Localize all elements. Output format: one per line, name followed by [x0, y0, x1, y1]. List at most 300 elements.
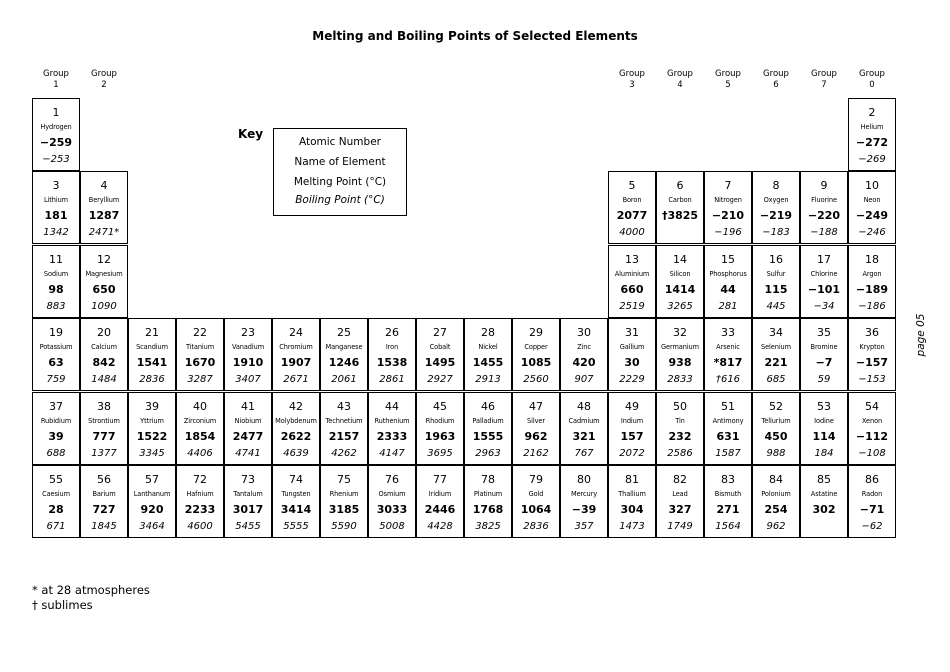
- atomic-number: 7: [724, 179, 732, 192]
- boiling-point: 2519: [619, 301, 645, 312]
- element-cell: [560, 465, 608, 538]
- group-label: Group: [43, 69, 69, 79]
- boiling-point: 2586: [667, 448, 693, 459]
- atomic-number: 78: [481, 473, 495, 486]
- element-cell: [800, 465, 848, 538]
- element-name: Zirconium: [183, 417, 217, 425]
- element-name: Vanadium: [231, 343, 265, 351]
- melting-point: 3017: [232, 503, 264, 516]
- boiling-point: 59: [817, 374, 831, 385]
- element-cell: [368, 465, 416, 538]
- atomic-number: 28: [481, 326, 495, 339]
- element-name: Hafnium: [186, 490, 214, 498]
- element-cell: [656, 465, 704, 538]
- element-name: Cadmium: [568, 417, 600, 425]
- element-name: Thallium: [618, 490, 646, 498]
- boiling-point: 1342: [43, 227, 69, 238]
- boiling-point: 1473: [619, 521, 645, 532]
- boiling-point: 685: [766, 374, 786, 385]
- melting-point: 660: [620, 283, 644, 296]
- melting-point: 2233: [184, 503, 216, 516]
- boiling-point: −188: [810, 227, 838, 238]
- atomic-number: 84: [769, 473, 783, 486]
- element-cell: [128, 465, 176, 538]
- atomic-number: 27: [433, 326, 447, 339]
- melting-point: 1495: [424, 356, 456, 369]
- boiling-point: −62: [861, 521, 883, 532]
- element-cell: [80, 465, 128, 538]
- atomic-number: 26: [385, 326, 399, 339]
- boiling-point: 2833: [667, 374, 693, 385]
- atomic-number: 53: [817, 400, 831, 413]
- boiling-point: †616: [715, 374, 741, 385]
- boiling-point: 1377: [91, 448, 117, 459]
- element-name: Tellurium: [761, 417, 791, 425]
- boiling-point: 5008: [379, 521, 405, 532]
- melting-point: −219: [759, 209, 793, 222]
- melting-point: 44: [720, 283, 736, 296]
- atomic-number: 3: [52, 179, 60, 192]
- group-label: Group: [619, 69, 645, 79]
- melting-point: 321: [572, 430, 596, 443]
- element-name: Cobalt: [429, 343, 451, 351]
- atomic-number: 49: [625, 400, 639, 413]
- atomic-number: 50: [673, 400, 687, 413]
- element-cell: [368, 318, 416, 391]
- boiling-point: 3464: [139, 521, 165, 532]
- melting-point: 631: [716, 430, 740, 443]
- element-cell: [464, 318, 512, 391]
- element-name: Chlorine: [810, 270, 838, 278]
- atomic-number: 33: [721, 326, 735, 339]
- atomic-number: 37: [49, 400, 63, 413]
- boiling-point: 4147: [379, 448, 405, 459]
- key-melting-point: Melting Point (°C): [293, 176, 387, 188]
- element-cell: [224, 465, 272, 538]
- atomic-number: 12: [97, 253, 111, 266]
- boiling-point: 2162: [523, 448, 549, 459]
- melting-point: 3033: [376, 503, 408, 516]
- element-cell: [128, 392, 176, 465]
- element-cell: [608, 245, 656, 318]
- melting-point: 842: [92, 356, 116, 369]
- atomic-number: 75: [337, 473, 351, 486]
- atomic-number: 20: [97, 326, 111, 339]
- element-cell: [848, 171, 896, 244]
- melting-point: 3414: [280, 503, 312, 516]
- group-number: 6: [773, 80, 779, 90]
- group-header-5: [704, 69, 752, 91]
- group-number: 5: [725, 80, 731, 90]
- atomic-number: 55: [49, 473, 63, 486]
- melting-point: 650: [92, 283, 116, 296]
- boiling-point: 2836: [139, 374, 165, 385]
- boiling-point: −269: [858, 154, 886, 165]
- melting-point: 1246: [328, 356, 360, 369]
- group-number: 0: [869, 80, 875, 90]
- element-cell: [368, 392, 416, 465]
- element-cell: [224, 392, 272, 465]
- atomic-number: 24: [289, 326, 303, 339]
- element-cell: [512, 318, 560, 391]
- atomic-number: 18: [865, 253, 879, 266]
- page-number: page 05: [915, 313, 927, 357]
- element-name: Rhodium: [425, 417, 455, 425]
- element-cell: [512, 392, 560, 465]
- element-cell: [80, 392, 128, 465]
- element-name: Astatine: [810, 490, 838, 498]
- element-name: Beryllium: [88, 196, 120, 204]
- atomic-number: 25: [337, 326, 351, 339]
- atomic-number: 39: [145, 400, 159, 413]
- element-cell: [800, 392, 848, 465]
- element-name: Hydrogen: [40, 123, 72, 131]
- group-number: 4: [677, 80, 683, 90]
- melting-point: 304: [620, 503, 644, 516]
- element-name: Caesium: [42, 490, 70, 498]
- melting-point: 2077: [616, 209, 648, 222]
- boiling-point: −246: [858, 227, 886, 238]
- element-name: Titanium: [185, 343, 215, 351]
- melting-point: 1541: [136, 356, 168, 369]
- element-cell: [320, 318, 368, 391]
- boiling-point: 1587: [715, 448, 741, 459]
- element-name: Barium: [92, 490, 116, 498]
- element-name: Antimony: [712, 417, 744, 425]
- atomic-number: 79: [529, 473, 543, 486]
- element-name: Technetium: [325, 417, 363, 425]
- boiling-point: 2061: [331, 374, 357, 385]
- melting-point: 727: [92, 503, 116, 516]
- melting-point: −189: [855, 283, 889, 296]
- atomic-number: 21: [145, 326, 159, 339]
- group-label: Group: [715, 69, 741, 79]
- element-name: Boron: [622, 196, 642, 204]
- element-cell: [704, 171, 752, 244]
- melting-point: *817: [713, 356, 743, 369]
- boiling-point: 759: [46, 374, 66, 385]
- element-name: Strontium: [88, 417, 120, 425]
- element-cell: [752, 465, 800, 538]
- boiling-point: −196: [714, 227, 742, 238]
- atomic-number: 22: [193, 326, 207, 339]
- atomic-number: 19: [49, 326, 63, 339]
- boiling-point: 1564: [715, 521, 741, 532]
- element-cell: [416, 465, 464, 538]
- element-cell: [272, 392, 320, 465]
- melting-point: −157: [855, 356, 889, 369]
- atomic-number: 2: [868, 106, 876, 119]
- melting-point: −39: [571, 503, 597, 516]
- boiling-point: −183: [762, 227, 790, 238]
- boiling-point: 2671: [283, 374, 309, 385]
- element-name: Calcium: [91, 343, 117, 351]
- melting-point: 920: [140, 503, 164, 516]
- boiling-point: 2072: [619, 448, 645, 459]
- boiling-point: 4406: [187, 448, 213, 459]
- melting-point: −249: [855, 209, 889, 222]
- boiling-point: 4600: [187, 521, 213, 532]
- element-cell: [560, 392, 608, 465]
- element-name: Platinum: [473, 490, 503, 498]
- boiling-point: 3407: [235, 374, 261, 385]
- boiling-point: −186: [858, 301, 886, 312]
- element-name: Bromine: [810, 343, 838, 351]
- boiling-point: 1845: [91, 521, 117, 532]
- boiling-point: 1484: [91, 374, 117, 385]
- element-cell: [272, 465, 320, 538]
- melting-point: 1522: [136, 430, 168, 443]
- element-cell: [608, 318, 656, 391]
- element-name: Lithium: [43, 196, 68, 204]
- element-name: Fluorine: [811, 196, 837, 204]
- atomic-number: 45: [433, 400, 447, 413]
- element-name: Sodium: [43, 270, 69, 278]
- atomic-number: 42: [289, 400, 303, 413]
- element-cell: [848, 465, 896, 538]
- element-cell: [32, 98, 80, 171]
- key-box: [273, 128, 407, 216]
- element-name: Niobium: [234, 417, 262, 425]
- melting-point: 2622: [280, 430, 312, 443]
- melting-point: −259: [39, 136, 73, 149]
- element-name: Tantalum: [233, 490, 263, 498]
- element-name: Rhenium: [329, 490, 359, 498]
- boiling-point: 2927: [427, 374, 453, 385]
- boiling-point: 3287: [187, 374, 213, 385]
- element-name: Germanium: [661, 343, 699, 351]
- melting-point: 2446: [424, 503, 456, 516]
- melting-point: 181: [44, 209, 68, 222]
- element-cell: [320, 392, 368, 465]
- atomic-number: 14: [673, 253, 687, 266]
- boiling-point: 671: [46, 521, 66, 532]
- melting-point: 114: [812, 430, 836, 443]
- atomic-number: 11: [49, 253, 63, 266]
- melting-point: 98: [48, 283, 64, 296]
- element-name: Indium: [620, 417, 644, 425]
- melting-point: 1287: [88, 209, 120, 222]
- boiling-point: 281: [718, 301, 738, 312]
- element-cell: [32, 392, 80, 465]
- atomic-number: 86: [865, 473, 879, 486]
- boiling-point: 2229: [619, 374, 645, 385]
- element-cell: [32, 245, 80, 318]
- melting-point: 39: [48, 430, 64, 443]
- atomic-number: 52: [769, 400, 783, 413]
- atomic-number: 13: [625, 253, 639, 266]
- element-cell: [800, 245, 848, 318]
- element-cell: [224, 318, 272, 391]
- boiling-point: 3825: [475, 521, 501, 532]
- atomic-number: 83: [721, 473, 735, 486]
- boiling-point: 2471*: [88, 227, 120, 238]
- element-name: Sulfur: [766, 270, 786, 278]
- footnotes: [32, 583, 150, 613]
- element-name: Radon: [861, 490, 883, 498]
- group-header-4: [656, 69, 704, 91]
- group-label: Group: [859, 69, 885, 79]
- element-cell: [656, 318, 704, 391]
- element-name: Bismuth: [714, 490, 742, 498]
- melting-point: −71: [859, 503, 885, 516]
- atomic-number: 74: [289, 473, 303, 486]
- atomic-number: 56: [97, 473, 111, 486]
- boiling-point: 988: [766, 448, 786, 459]
- boiling-point: 357: [574, 521, 594, 532]
- melting-point: 938: [668, 356, 692, 369]
- melting-point: 1670: [184, 356, 216, 369]
- element-name: Molybdenum: [275, 417, 317, 425]
- atomic-number: 76: [385, 473, 399, 486]
- atomic-number: 5: [628, 179, 636, 192]
- melting-point: −220: [807, 209, 841, 222]
- melting-point: 2477: [232, 430, 264, 443]
- element-cell: [800, 171, 848, 244]
- element-name: Gallium: [619, 343, 645, 351]
- element-cell: [176, 465, 224, 538]
- melting-point: 1907: [280, 356, 312, 369]
- element-name: Ruthenium: [374, 417, 410, 425]
- melting-point: −210: [711, 209, 745, 222]
- melting-point: 30: [624, 356, 640, 369]
- melting-point: 1538: [376, 356, 408, 369]
- element-name: Aluminium: [614, 270, 650, 278]
- group-label: Group: [667, 69, 693, 79]
- element-name: Silver: [527, 417, 545, 425]
- melting-point: 2333: [376, 430, 408, 443]
- group-label: Group: [811, 69, 837, 79]
- atomic-number: 51: [721, 400, 735, 413]
- boiling-point: 4639: [283, 448, 309, 459]
- atomic-number: 57: [145, 473, 159, 486]
- atomic-number: 44: [385, 400, 399, 413]
- atomic-number: 47: [529, 400, 543, 413]
- atomic-number: 82: [673, 473, 687, 486]
- atomic-number: 77: [433, 473, 447, 486]
- element-cell: [704, 318, 752, 391]
- atomic-number: 29: [529, 326, 543, 339]
- element-cell: [608, 392, 656, 465]
- atomic-number: 10: [865, 179, 879, 192]
- melting-point: 1414: [664, 283, 696, 296]
- group-number: 7: [821, 80, 827, 90]
- element-name: Iridium: [428, 490, 452, 498]
- element-cell: [416, 392, 464, 465]
- melting-point: 232: [668, 430, 692, 443]
- atomic-number: 80: [577, 473, 591, 486]
- element-name: Silicon: [669, 270, 691, 278]
- element-name: Scandium: [136, 343, 168, 351]
- melting-point: 1085: [520, 356, 552, 369]
- element-cell: [752, 318, 800, 391]
- element-cell: [848, 98, 896, 171]
- element-cell: [608, 171, 656, 244]
- element-cell: [800, 318, 848, 391]
- atomic-number: 31: [625, 326, 639, 339]
- element-cell: [512, 465, 560, 538]
- boiling-point: 962: [766, 521, 786, 532]
- atomic-number: 38: [97, 400, 111, 413]
- boiling-point: 3265: [667, 301, 693, 312]
- melting-point: 1768: [472, 503, 504, 516]
- boiling-point: 907: [574, 374, 594, 385]
- group-label: Group: [91, 69, 117, 79]
- key-atomic-number: Atomic Number: [299, 136, 381, 148]
- atomic-number: 4: [100, 179, 108, 192]
- melting-point: †3825: [661, 209, 699, 222]
- atomic-number: 1: [52, 106, 60, 119]
- melting-point: 271: [716, 503, 740, 516]
- element-name: Neon: [863, 196, 881, 204]
- atomic-number: 16: [769, 253, 783, 266]
- footnote-pressure: * at 28 atmospheres: [32, 583, 150, 597]
- boiling-point: 2560: [523, 374, 549, 385]
- element-cell: [752, 171, 800, 244]
- melting-point: −7: [815, 356, 833, 369]
- key-label: Key: [238, 127, 264, 141]
- element-cell: [656, 245, 704, 318]
- melting-point: 157: [620, 430, 644, 443]
- element-name: Oxygen: [763, 196, 789, 204]
- boiling-point: 5555: [283, 521, 309, 532]
- element-cell: [704, 245, 752, 318]
- element-cell: [656, 171, 704, 244]
- atomic-number: 73: [241, 473, 255, 486]
- element-name: Mercury: [570, 490, 598, 498]
- element-name: Phosphorus: [709, 270, 747, 278]
- group-header-3: [608, 69, 656, 91]
- element-name: Magnesium: [85, 270, 123, 278]
- element-name: Gold: [528, 490, 544, 498]
- element-name: Iron: [385, 343, 399, 351]
- boiling-point: 5455: [235, 521, 261, 532]
- group-header-7: [800, 69, 848, 91]
- element-cell: [80, 171, 128, 244]
- boiling-point: 5590: [331, 521, 357, 532]
- boiling-point: 883: [46, 301, 66, 312]
- element-cell: [32, 318, 80, 391]
- boiling-point: 4741: [235, 448, 261, 459]
- element-cell: [752, 245, 800, 318]
- melting-point: 302: [812, 503, 836, 516]
- atomic-number: 35: [817, 326, 831, 339]
- element-name: Zinc: [577, 343, 591, 351]
- melting-point: 3185: [328, 503, 360, 516]
- atomic-number: 48: [577, 400, 591, 413]
- element-name: Yttrium: [140, 417, 164, 425]
- element-cell: [848, 318, 896, 391]
- melting-point: 2157: [328, 430, 360, 443]
- element-cell: [80, 245, 128, 318]
- group-number: 1: [53, 80, 59, 90]
- melting-point: 450: [764, 430, 788, 443]
- melting-point: 777: [92, 430, 116, 443]
- element-name: Copper: [524, 343, 548, 351]
- element-name: Lead: [672, 490, 688, 498]
- element-cell: [848, 245, 896, 318]
- melting-point: 1910: [232, 356, 264, 369]
- group-header-6: [752, 69, 800, 91]
- boiling-point: 2963: [475, 448, 501, 459]
- group-header-2: [80, 69, 128, 91]
- melting-point: 420: [572, 356, 596, 369]
- atomic-number: 54: [865, 400, 879, 413]
- element-name: Rubidium: [40, 417, 72, 425]
- atomic-number: 81: [625, 473, 639, 486]
- atomic-number: 41: [241, 400, 255, 413]
- group-number: 2: [101, 80, 107, 90]
